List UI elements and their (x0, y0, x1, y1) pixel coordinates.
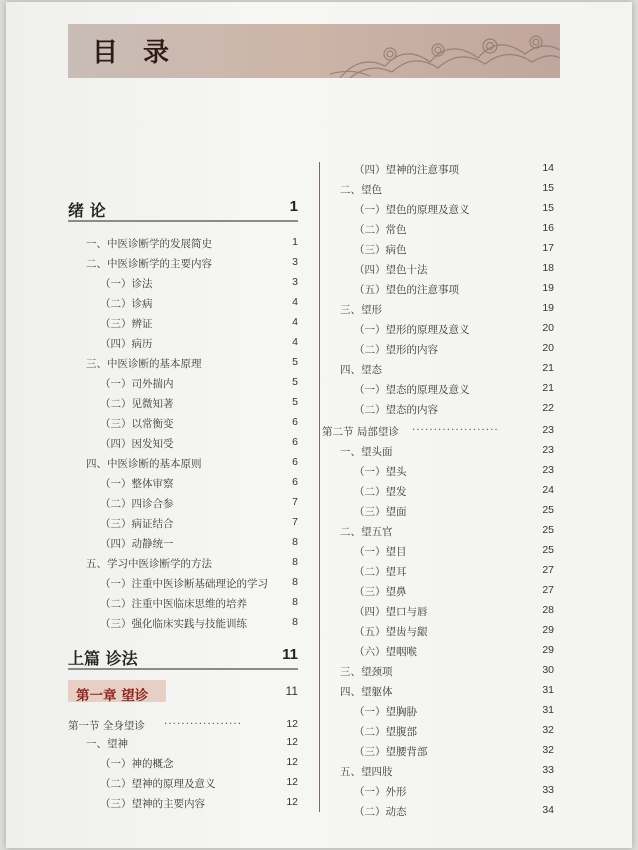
toc-entry-title: 二、望五官 (340, 526, 393, 538)
toc-entry (68, 796, 298, 816)
toc-entry-title: 三、中医诊断的基本原理 (86, 358, 202, 370)
toc-entry-title: （一）外形 (354, 786, 407, 798)
toc-entry-title: （二）望形的内容 (354, 344, 438, 356)
part-underline (68, 220, 298, 222)
toc-entry (322, 282, 554, 302)
toc-entry-title: 三、望形 (340, 304, 382, 316)
toc-entry (322, 704, 554, 724)
toc-entry (322, 342, 554, 362)
toc-entry-title: （三）病色 (354, 244, 407, 256)
toc-page-number: 5 (292, 376, 298, 388)
toc-page-number: 24 (542, 484, 554, 496)
toc-entry-title: （三）病证结合 (100, 518, 174, 530)
toc-entry-title: 四、望躯体 (340, 686, 393, 698)
toc-page-number: 27 (542, 564, 554, 576)
toc-page-number: 18 (542, 262, 554, 274)
toc-entry (68, 536, 298, 556)
toc-entry-title: （三）以常衡变 (100, 418, 174, 430)
toc-entry-title: （一）望目 (354, 546, 407, 558)
toc-entry (68, 616, 298, 636)
toc-entry (322, 644, 554, 664)
toc-entry (322, 444, 554, 464)
toc-page-number: 3 (292, 256, 298, 268)
column-divider (319, 162, 320, 812)
toc-entry (68, 336, 298, 356)
toc-entry (68, 256, 298, 276)
toc-page-number: 1 (289, 198, 298, 215)
toc-entry (322, 504, 554, 524)
toc-entry-title: （四）病历 (100, 338, 153, 350)
toc-page-number: 23 (542, 444, 554, 456)
page-title: 目 录 (92, 38, 178, 68)
toc-page-number: 33 (542, 784, 554, 796)
toc-entry (68, 276, 298, 296)
toc-entry (68, 756, 298, 776)
toc-entry-title: 四、望态 (340, 364, 382, 376)
toc-page-number: 27 (542, 584, 554, 596)
toc-page-number: 25 (542, 544, 554, 556)
toc-page-number: 22 (542, 402, 554, 414)
toc-entry (322, 684, 554, 704)
toc-entry (68, 316, 298, 336)
toc-entry (322, 544, 554, 564)
toc-entry (68, 776, 298, 796)
toc-entry-title: （三）望腰背部 (354, 746, 428, 758)
toc-page-number: 5 (292, 356, 298, 368)
toc-entry (322, 604, 554, 624)
toc-entry (322, 464, 554, 484)
toc-entry (68, 198, 298, 218)
toc-entry-title: （一）望胸胁 (354, 706, 417, 718)
toc-entry (322, 362, 554, 382)
toc-entry-title: （四）望神的注意事项 (354, 164, 459, 176)
toc-page-number: 8 (292, 616, 298, 628)
toc-entry (322, 804, 554, 824)
toc-page-number: 4 (292, 316, 298, 328)
toc-page-number: 12 (286, 776, 298, 788)
toc-page-number: 25 (542, 504, 554, 516)
toc-entry-title: 一、望头面 (340, 446, 393, 458)
toc-entry-title: （四）望口与唇 (354, 606, 428, 618)
toc-entry (322, 664, 554, 684)
toc-entry-title: （三）望神的主要内容 (100, 798, 205, 810)
toc-page-number: 15 (542, 202, 554, 214)
toc-entry (322, 484, 554, 504)
toc-page-number: 5 (292, 396, 298, 408)
toc-page-number: 4 (292, 296, 298, 308)
toc-entry (68, 556, 298, 576)
toc-page-number: 8 (292, 536, 298, 548)
toc-entry-title: 二、中医诊断学的主要内容 (86, 258, 212, 270)
toc-entry-title: 第二节 局部望诊 (322, 426, 399, 438)
toc-entry-title: （一）望形的原理及意义 (354, 324, 470, 336)
toc-entry-title: （一）司外揣内 (100, 378, 174, 390)
toc-page-number: 8 (292, 596, 298, 608)
toc-page-number: 11 (282, 646, 298, 663)
leader-dots: ···················· (412, 424, 499, 436)
toc-entry (322, 724, 554, 744)
toc-entry (68, 236, 298, 256)
toc-entry (322, 744, 554, 764)
toc-entry-title: （一）整体审察 (100, 478, 174, 490)
toc-entry (322, 242, 554, 262)
toc-entry-title: 一、望神 (86, 738, 128, 750)
toc-entry (68, 736, 298, 756)
toc-page-number: 17 (542, 242, 554, 254)
toc-entry (322, 564, 554, 584)
toc-entry-title: （二）见微知著 (100, 398, 174, 410)
toc-entry-title: 一、中医诊断学的发展简史 (86, 238, 212, 250)
toc-entry (68, 456, 298, 476)
toc-entry-title: 五、学习中医诊断学的方法 (86, 558, 212, 570)
toc-page-number: 25 (542, 524, 554, 536)
toc-page-number: 23 (542, 424, 554, 436)
toc-entry (68, 596, 298, 616)
toc-entry-title: （三）强化临床实践与技能训练 (100, 618, 247, 630)
toc-entry (322, 584, 554, 604)
toc-entry (68, 646, 298, 666)
toc-entry-title: （一）望态的原理及意义 (354, 384, 470, 396)
toc-entry-title: （二）望腹部 (354, 726, 417, 738)
toc-entry (322, 262, 554, 282)
toc-entry (68, 416, 298, 436)
toc-page-number: 16 (542, 222, 554, 234)
toc-page-number: 32 (542, 744, 554, 756)
toc-page-number: 32 (542, 724, 554, 736)
toc-page-number: 21 (542, 362, 554, 374)
toc-page-number: 30 (542, 664, 554, 676)
toc-entry (322, 624, 554, 644)
toc-page-number: 6 (292, 436, 298, 448)
toc-entry (322, 162, 554, 182)
toc-entry-title: （二）常色 (354, 224, 407, 236)
toc-entry-title: （四）望色十法 (354, 264, 428, 276)
toc-page-number: 12 (286, 718, 298, 730)
toc-entry (68, 376, 298, 396)
toc-entry-title: （四）因发知受 (100, 438, 174, 450)
toc-page-number: 29 (542, 624, 554, 636)
toc-entry (322, 222, 554, 242)
toc-entry-title: 第一节 全身望诊 (68, 720, 145, 732)
toc-page-number: 7 (292, 496, 298, 508)
toc-entry (68, 296, 298, 316)
toc-entry (322, 524, 554, 544)
toc-entry-title: （三）辨证 (100, 318, 153, 330)
toc-entry (68, 476, 298, 496)
toc-entry (68, 356, 298, 376)
toc-page-number: 8 (292, 556, 298, 568)
toc-entry-title: （一）望色的原理及意义 (354, 204, 470, 216)
toc-entry-title: （三）望面 (354, 506, 407, 518)
toc-entry (68, 396, 298, 416)
toc-entry (322, 382, 554, 402)
toc-page-number: 6 (292, 416, 298, 428)
toc-entry (322, 424, 554, 444)
toc-page-number: 19 (542, 282, 554, 294)
toc-entry-title: 五、望四肢 (340, 766, 393, 778)
toc-page-number: 33 (542, 764, 554, 776)
toc-entry-title: （六）望咽喉 (354, 646, 417, 658)
toc-entry-title: 绪 论 (68, 201, 106, 220)
toc-page-number: 3 (292, 276, 298, 288)
toc-entry-title: （一）神的概念 (100, 758, 174, 770)
toc-page-number: 12 (286, 796, 298, 808)
toc-page-number: 23 (542, 464, 554, 476)
toc-entry-title: 二、望色 (340, 184, 382, 196)
toc-page-number: 31 (542, 684, 554, 696)
toc-entry (322, 182, 554, 202)
toc-entry-title: （三）望鼻 (354, 586, 407, 598)
toc-entry (322, 402, 554, 422)
part-underline (68, 668, 298, 670)
toc-entry-title: （一）注重中医诊断基础理论的学习 (100, 578, 268, 590)
toc-entry (322, 202, 554, 222)
title-banner (68, 24, 560, 78)
toc-entry-title: （一）诊法 (100, 278, 153, 290)
toc-entry (68, 516, 298, 536)
toc-entry (68, 496, 298, 516)
toc-entry-title: （五）望色的注意事项 (354, 284, 459, 296)
toc-page-number: 6 (292, 476, 298, 488)
toc-page-number: 34 (542, 804, 554, 816)
toc-entry-title: 三、望颈项 (340, 666, 393, 678)
toc-page-number: 6 (292, 456, 298, 468)
toc-page-number: 1 (292, 236, 298, 248)
toc-entry-title: （四）动静统一 (100, 538, 174, 550)
toc-page-number: 31 (542, 704, 554, 716)
toc-entry-title: （二）望耳 (354, 566, 407, 578)
leader-dots: ·················· (164, 718, 243, 730)
toc-entry-title: 第一章 望诊 (76, 688, 149, 704)
toc-entry-title: （二）动态 (354, 806, 407, 818)
toc-page-number: 7 (292, 516, 298, 528)
toc-page-number: 12 (286, 756, 298, 768)
toc-entry-title: （二）望态的内容 (354, 404, 438, 416)
toc-entry (322, 764, 554, 784)
toc-entry (68, 436, 298, 456)
toc-entry-title: （二）诊病 (100, 298, 153, 310)
toc-entry (322, 784, 554, 804)
toc-entry-title: （二）望发 (354, 486, 407, 498)
toc-page-number: 8 (292, 576, 298, 588)
toc-entry-title: （二）注重中医临床思维的培养 (100, 598, 247, 610)
toc-entry (68, 576, 298, 596)
wave-pattern-icon (330, 24, 560, 78)
toc-page-number: 12 (286, 736, 298, 748)
toc-entry (322, 302, 554, 322)
toc-entry (68, 718, 298, 738)
toc-entry-title: （二）四诊合参 (100, 498, 174, 510)
toc-entry-title: （五）望齿与龈 (354, 626, 428, 638)
toc-entry-title: （二）望神的原理及意义 (100, 778, 216, 790)
toc-entry (322, 322, 554, 342)
toc-page-number: 4 (292, 336, 298, 348)
toc-page-number: 20 (542, 322, 554, 334)
toc-page-number: 11 (285, 684, 298, 698)
toc-entry (68, 684, 298, 704)
toc-page-number: 19 (542, 302, 554, 314)
toc-page-number: 14 (542, 162, 554, 174)
toc-page-number: 15 (542, 182, 554, 194)
toc-page-number: 28 (542, 604, 554, 616)
toc-page-number: 20 (542, 342, 554, 354)
toc-page-number: 29 (542, 644, 554, 656)
toc-entry-title: 上篇 诊法 (68, 649, 138, 668)
toc-page-number: 21 (542, 382, 554, 394)
toc-entry-title: 四、中医诊断的基本原则 (86, 458, 202, 470)
toc-entry-title: （一）望头 (354, 466, 407, 478)
